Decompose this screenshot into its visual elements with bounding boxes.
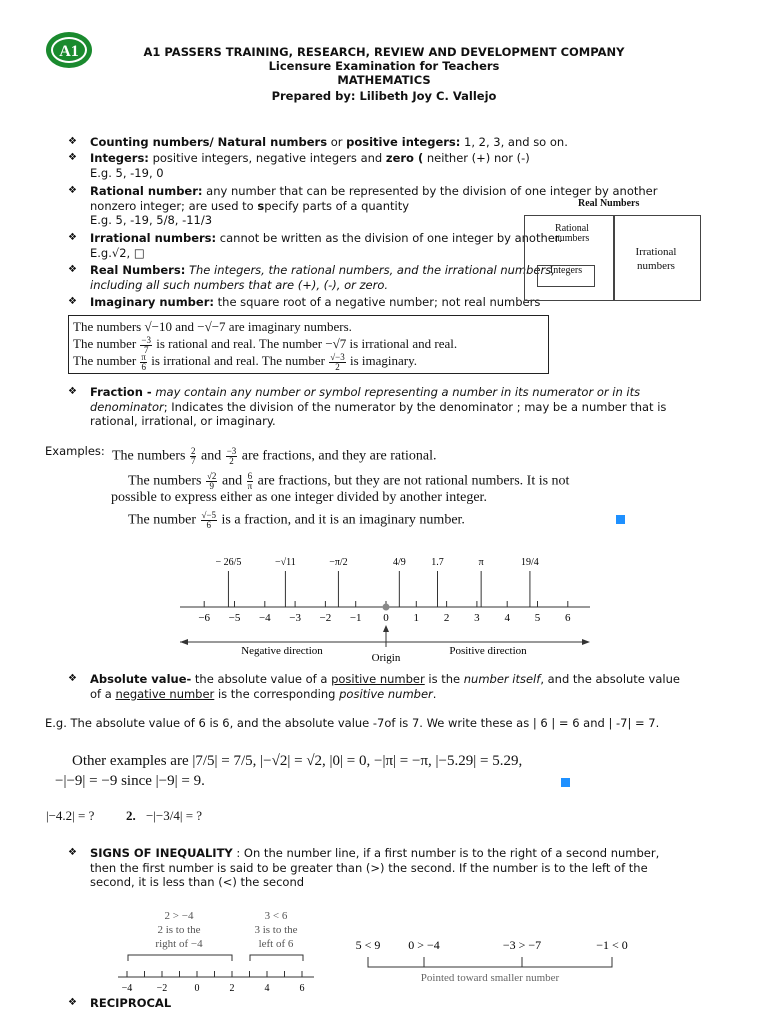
bullet-icon: ❖ bbox=[68, 185, 77, 196]
ineq-ex2: 3 < 6 bbox=[264, 910, 288, 922]
ineq-tick-label: −2 bbox=[156, 983, 168, 994]
absolute-example: E.g. The absolute value of 6 is 6, and the absolute value -7of is 7. We write these as | 6 | = 6 and | -7| = 7. bbox=[45, 716, 660, 730]
absolute-other-2: −|−9| = −9 since |−9| = 9. bbox=[55, 773, 205, 789]
bullet-imaginary: ❖ Imaginary number: the square root of a negative number; not real numbers bbox=[68, 295, 541, 309]
diagram-rational: Rational numbers bbox=[554, 223, 590, 244]
bullet-icon: ❖ bbox=[68, 673, 77, 684]
tick-label: −6 bbox=[198, 612, 211, 624]
example-line-4: The number $\frac{√-5}{6}$ is a fraction, and it is an imaginary number. bbox=[128, 510, 465, 530]
end-marker bbox=[616, 515, 625, 524]
ineq-ex2a: 3 is to the bbox=[254, 924, 298, 936]
box-line-2: The number $\frac{-3}{7}$ is rational and real. The number −√7 is irrational and real. bbox=[73, 334, 458, 355]
ineq-ex2b: left of 6 bbox=[258, 938, 294, 950]
inequality-diagram bbox=[110, 905, 320, 995]
bullet-counting: ❖ Counting numbers/ Natural numbers or positive integers: 1, 2, 3, and so on. bbox=[68, 135, 568, 149]
marker-label: 19/4 bbox=[521, 557, 539, 568]
bullet-icon: ❖ bbox=[68, 296, 77, 307]
origin-dot bbox=[383, 604, 390, 611]
bullet-icon: ❖ bbox=[68, 136, 77, 147]
bullet-absolute: ❖ Absolute value- the absolute value of a positive number is the number itself, and the absolute value of a negative number is the corresponding positive number. bbox=[68, 672, 680, 701]
bullet-icon: ❖ bbox=[68, 997, 77, 1008]
ineq-ex1b: right of −4 bbox=[155, 938, 203, 950]
logo-text: A1 bbox=[59, 43, 79, 60]
tick-label: 1 bbox=[413, 612, 420, 624]
ineq-tick-label: 6 bbox=[299, 983, 305, 994]
bullet-icon: ❖ bbox=[68, 847, 77, 858]
origin-label: Origin bbox=[371, 652, 401, 664]
negative-direction: Negative direction bbox=[241, 645, 323, 657]
question-2-number: 2. bbox=[126, 808, 136, 823]
number-line bbox=[170, 545, 600, 665]
ineq-tick-label: 0 bbox=[194, 983, 200, 994]
inequality-pointer-diagram bbox=[340, 935, 640, 985]
question-1: |−4.2| = ? bbox=[46, 808, 95, 823]
marker-label: −π/2 bbox=[329, 557, 348, 568]
diagram-irrational: Irrational numbers bbox=[635, 246, 677, 272]
marker-label: −√11 bbox=[275, 557, 296, 568]
bullet-real: ❖ Real Numbers: The integers, the rational numbers, and the irrational numbers, including all such numbers that are (+), (-), or zero. bbox=[68, 263, 555, 292]
bullet-integers: ❖ Integers: positive integers, negative integers and zero ( neither (+) nor (-) E.g. 5, -19, 0 bbox=[68, 151, 530, 180]
absolute-other-1: Other examples are |7/5| = 7/5, |−√2| = √2, |0| = 0, −|π| = −π, |−5.29| = 5.29, bbox=[72, 753, 523, 769]
bullet-icon: ❖ bbox=[68, 232, 77, 243]
bullet-inequality: ❖ SIGNS OF INEQUALITY : On the number line, if a first number is to the right of a second number, then the first number is said to be greater than (>) the second. If the number is to the left of the second, it is less than (<) the second bbox=[68, 846, 660, 889]
tick-label: −5 bbox=[228, 612, 241, 624]
real-numbers-diagram bbox=[524, 215, 701, 301]
ineq-ex1a: 2 is to the bbox=[157, 924, 201, 936]
bullet-icon: ❖ bbox=[68, 264, 77, 275]
bullet-reciprocal: ❖ RECIPROCAL bbox=[68, 996, 172, 1010]
ineq-right-expr: 0 > −4 bbox=[408, 938, 440, 952]
tick-label: 0 bbox=[383, 612, 389, 624]
ineq-tick-label: 4 bbox=[264, 983, 270, 994]
marker-label: π bbox=[478, 557, 484, 568]
bullet-fraction: ❖ Fraction - may contain any number or symbol representing a number in its numerator or in its denominator; Indicates the division of the numerator by the denominator ; may be a number that is rational, irrational, or imaginary. bbox=[68, 385, 667, 428]
subject-title: MATHEMATICS bbox=[337, 73, 431, 87]
tick-label: 5 bbox=[534, 612, 541, 624]
ineq-right-expr: −3 > −7 bbox=[502, 938, 542, 952]
bullet-irrational: ❖ Irrational numbers: cannot be written as the division of one integer by another. E.g.√2, □ bbox=[68, 231, 563, 260]
tick-label: −3 bbox=[289, 612, 301, 624]
ineq-right-expr: −1 < 0 bbox=[596, 938, 628, 952]
imaginary-examples-box bbox=[68, 315, 549, 374]
tick-label: 6 bbox=[565, 612, 571, 624]
tick-label: 2 bbox=[443, 612, 450, 624]
example-line-2: The numbers $\frac{√2}{9}$ and $\frac{6}{\pi}$ are fractions, but they are not rational numbers. It is not bbox=[128, 471, 570, 491]
box-line-3: The number $\frac{\pi}{6}$ is irrational and real. The number $\frac{√-3}{2}$ is imaginary. bbox=[73, 351, 418, 372]
tick-label: −1 bbox=[349, 612, 362, 624]
diagram-integers: Integers bbox=[537, 265, 595, 287]
bullet-icon: ❖ bbox=[68, 386, 77, 397]
company-name: A1 PASSERS TRAINING, RESEARCH, REVIEW AND DEVELOPMENT COMPANY bbox=[143, 45, 625, 59]
box-line-1: The numbers √−10 and −√−7 are imaginary numbers. bbox=[73, 319, 352, 334]
tick-label: −4 bbox=[258, 612, 271, 624]
bullet-icon: ❖ bbox=[68, 152, 77, 163]
prepared-by: Prepared by: Lilibeth Joy C. Vallejo bbox=[271, 89, 497, 103]
marker-label: − 26/5 bbox=[215, 557, 242, 568]
exam-title: Licensure Examination for Teachers bbox=[268, 59, 500, 73]
ineq-tick-label: −4 bbox=[121, 983, 133, 994]
tick-label: 3 bbox=[474, 612, 480, 624]
example-line-1: The numbers $\frac{2}{7}$ and $\frac{-3}{2}$ are fractions, and they are rational. bbox=[112, 446, 437, 466]
marker-label: 1.7 bbox=[431, 557, 444, 568]
marker-label: 4/9 bbox=[392, 557, 406, 568]
positive-direction: Positive direction bbox=[449, 645, 527, 657]
examples-label: Examples: bbox=[45, 444, 105, 458]
ineq-ex1: 2 > −4 bbox=[164, 910, 194, 922]
tick-label: −2 bbox=[319, 612, 332, 624]
diagram-title: Real Numbers bbox=[578, 198, 640, 209]
ineq-right-expr: 5 < 9 bbox=[355, 938, 381, 952]
example-line-3: possible to express either as one integer divided by another integer. bbox=[111, 490, 487, 505]
question-2: −|−3/4| = ? bbox=[146, 808, 203, 823]
diagram-divider bbox=[613, 216, 615, 300]
pointed-label: Pointed toward smaller number bbox=[420, 972, 560, 984]
bullet-rational: ❖ Rational number: any number that can be represented by the division of one integer by another nonzero integer; are used to specify parts of a quantity E.g. 5, -19, 5/8, -11/3 bbox=[68, 184, 658, 227]
tick-label: 4 bbox=[504, 612, 510, 624]
end-marker bbox=[561, 778, 570, 787]
ineq-tick-label: 2 bbox=[229, 983, 235, 994]
